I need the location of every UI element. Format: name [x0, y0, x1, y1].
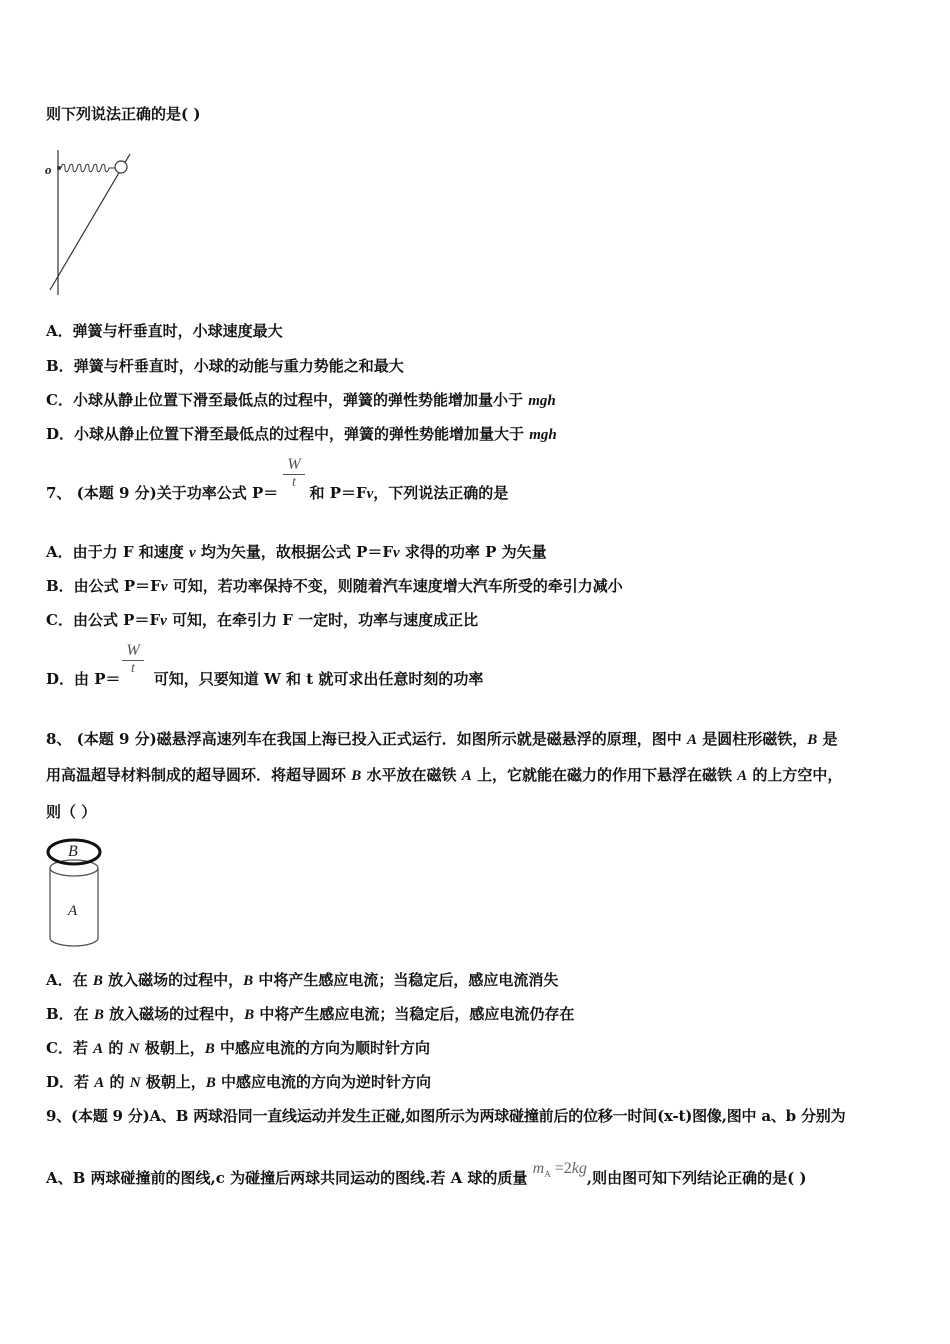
- q6-option-a: A．弹簧与杆垂直时，小球速度最大: [46, 322, 283, 340]
- ring-label: B: [68, 843, 78, 860]
- q7-option-b: B．由公式 P＝Fv 可知，若功率保持不变，则随着汽车速度增大汽车所受的牵引力减小: [46, 577, 623, 595]
- q7-option-c: C．由公式 P＝Fv 可知，在牵引力 F 一定时，功率与速度成正比: [46, 611, 479, 629]
- inclined-rod: [50, 154, 130, 290]
- q8-magnet-ring-figure: [44, 834, 106, 954]
- q6-spring-rod-figure: [40, 150, 140, 300]
- q8-option-a: A．在 B 放入磁场的过程中，B 中将产生感应电流；当稳定后，感应电流消失: [46, 971, 559, 989]
- mass-formula: $m_A =2kg$: [532, 1160, 587, 1180]
- q8-option-d: D．若 A 的 N 极朝上，B 中感应电流的方向为逆时针方向: [46, 1073, 432, 1091]
- ball: [115, 161, 127, 173]
- q7-option-d-fraction: W t: [122, 642, 144, 677]
- q8-stem-line2: 用高温超导材料制成的超导圆环．将超导圆环 B 水平放在磁铁 A 上，它就能在磁力的作用下悬浮在磁铁 A 的上方空中，: [46, 766, 843, 784]
- q6-option-d: D．小球从静止位置下滑至最低点的过程中，弹簧的弹性势能增加量大于 mgh: [46, 425, 557, 443]
- magnet-label: A: [68, 903, 78, 919]
- q7-option-a: A．由于力 F 和速度 v 均为矢量，故根据公式 P＝Fv 求得的功率 P 为矢量: [46, 543, 547, 561]
- q6-option-c: C．小球从静止位置下滑至最低点的过程中，弹簧的弹性势能增加量小于 mgh: [46, 391, 556, 409]
- label-o: o: [45, 162, 52, 177]
- q7-stem: 7、 (本题 9 分)关于功率公式 P＝ 和 P＝Fv，下列说法正确的是: [46, 484, 509, 502]
- q6-stem-tail: 则下列说法正确的是( ): [46, 105, 201, 123]
- q9-stem-line1: 9、(本题 9 分)A、B 两球沿同一直线运动并发生正碰,如图所示为两球碰撞前后的位移一时间(x-t)图像,图中 a、b 分别为: [46, 1107, 846, 1125]
- q8-stem-line1: 8、 (本题 9 分)磁悬浮高速列车在我国上海已投入正式运行．如图所示就是磁悬浮的原理，图中 A 是圆柱形磁铁，B 是: [46, 730, 838, 748]
- q7-option-d: D．由 P＝ 可知，只要知道 W 和 t 就可求出任意时刻的功率: [46, 670, 484, 688]
- q8-option-c: C．若 A 的 N 极朝上，B 中感应电流的方向为顺时针方向: [46, 1039, 430, 1057]
- q9-stem-line2: A、B 两球碰撞前的图线,c 为碰撞后两球共同运动的图线.若 A 球的质量 $m_A =2kg$,则由图可知下列结论正确的是( ): [46, 1160, 807, 1187]
- q6-option-b: B．弹簧与杆垂直时，小球的动能与重力势能之和最大: [46, 357, 404, 375]
- q7-stem-fraction: W t: [283, 456, 305, 491]
- q8-option-b: B．在 B 放入磁场的过程中，B 中将产生感应电流；当稳定后，感应电流仍存在: [46, 1005, 575, 1023]
- q8-stem-line3: 则（ ）: [46, 803, 97, 821]
- spring: [61, 164, 115, 172]
- pivot-point: [57, 166, 61, 170]
